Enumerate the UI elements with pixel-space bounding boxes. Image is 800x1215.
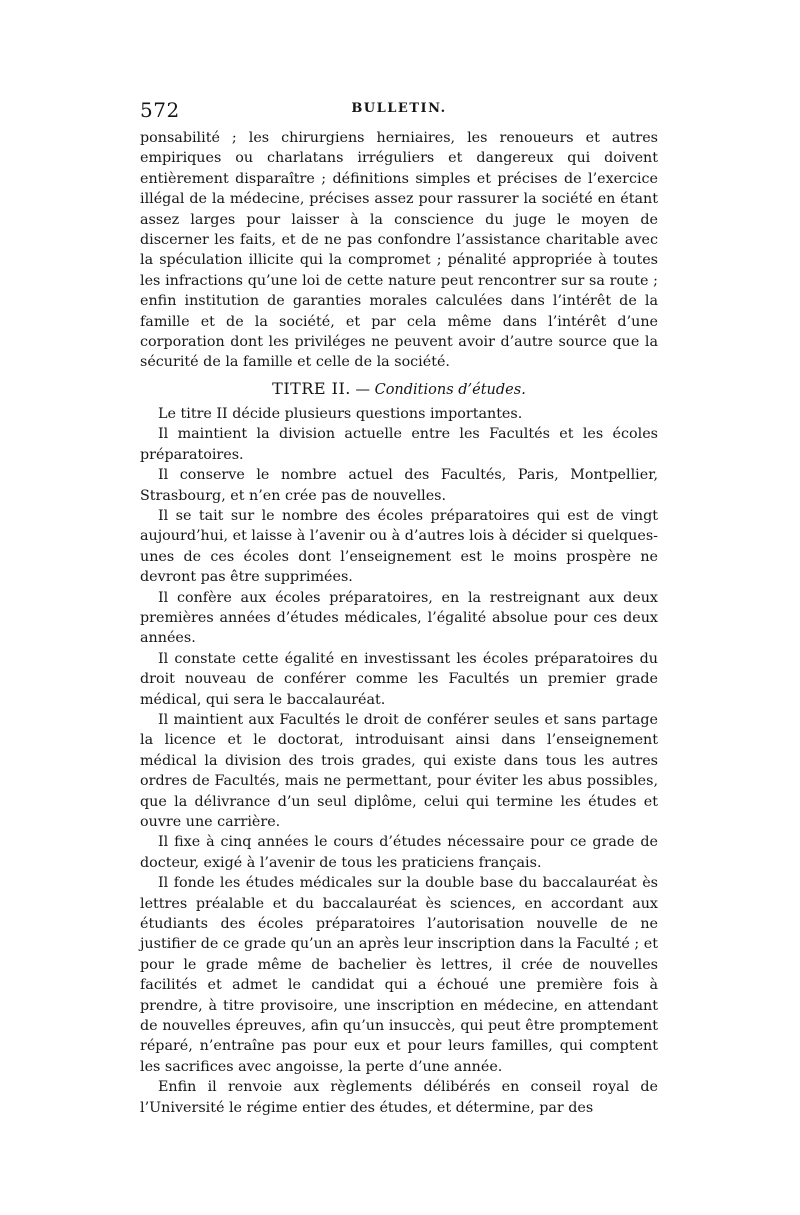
paragraph: Il fonde les études médicales sur la double base du baccalauréat ès lettres préalable et du baccalauréat ès sciences, en accordant aux étudiants des écoles préparatoires l’autorisation nouvelle de ne justifier de ce grade qu’un an après leur inscription dans la Faculté ; et pour le grade même de bachelier ès lettres, il crée de nouvelles facilités et admet le candidat qui a échoué une première fois à prendre, à titre provisoire, une inscription en médecine, en attendant de nouvelles épreuves, afin qu’un insuccès, qui peut être promptement réparé, n’entraîne pas pour eux et pour leurs familles, qui comptent les sacrifices avec angoisse, la perte d’une année. <box>140 875 658 1075</box>
paragraph: Il confère aux écoles préparatoires, en la restreignant aux deux premières années d’études médicales, l’égalité absolue pour ces deux années. <box>140 589 658 647</box>
page-number: 572 <box>140 98 180 122</box>
section-title: TITRE II. <box>272 378 351 398</box>
section-subtitle: Conditions d’études. <box>374 381 526 398</box>
paragraph: Enfin il renvoie aux règlements délibérés en conseil royal de l’Université le régime entier des études, et détermine, par des <box>140 1079 658 1116</box>
book-page <box>140 98 658 1118</box>
section-dash: — <box>350 381 375 398</box>
paragraph: Il fixe à cinq années le cours d’études nécessaire pour ce grade de docteur, exigé à l’avenir de tous les praticiens français. <box>140 834 658 871</box>
paragraph: Il constate cette égalité en investissant les écoles préparatoires du droit nouveau de conférer comme les Facultés un premier grade médical, qui sera le baccalauréat. <box>140 650 658 708</box>
section-heading <box>140 378 658 401</box>
paragraph: Il maintient aux Facultés le droit de conférer seules et sans partage la licence et le doctorat, introduisant ainsi dans l’enseignement médical la division des trois grades, qui existe dans tous les autres ordres de Facultés, mais ne permettant, pour éviter les abus possibles, que la délivrance d’un seul diplôme, celui qui termine les études et ouvre une carrière. <box>140 711 658 830</box>
paragraph: Le titre II décide plusieurs questions importantes. <box>158 405 523 422</box>
paragraph: Il conserve le nombre actuel des Facultés, Paris, Montpellier, Strasbourg, et n’en crée pas de nouvelles. <box>140 467 658 504</box>
running-header <box>140 98 658 124</box>
paragraph: Il maintient la division actuelle entre les Facultés et les écoles préparatoires. <box>140 426 658 463</box>
running-title: BULLETIN. <box>351 101 447 116</box>
paragraph: Il se tait sur le nombre des écoles préparatoires qui est de vingt aujourd’hui, et laisse à l’avenir ou à d’autres lois à décider si quelques-unes de ces écoles dont l’enseignement est le moins prospère ne devront pas être supprimées. <box>140 507 658 586</box>
paragraph-continuation: ponsabilité ; les chirurgiens herniaires, les renoueurs et autres empiriques ou charlatans irréguliers et dangereux qui doivent entièrement disparaître ; définitions simples et précises de l’exercice illégal de la médecine, précises assez pour rassurer la société en étant assez larges pour laisser à la conscience du juge le moyen de discerner les faits, et de ne pas confondre l’assistance charitable avec la spéculation illicite qui la compromet ; pénalité appropriée à toutes les infractions qu’une loi de cette nature peut rencontrer sur sa route ; enfin institution de garanties morales calculées dans l’intérêt de la famille et de la société, et par cela même dans l’intérêt d’une corporation dont les priviléges ne peuvent avoir d’autre source que la sécurité de la famille et celle de la société. <box>140 130 658 371</box>
body-text <box>140 128 658 1118</box>
